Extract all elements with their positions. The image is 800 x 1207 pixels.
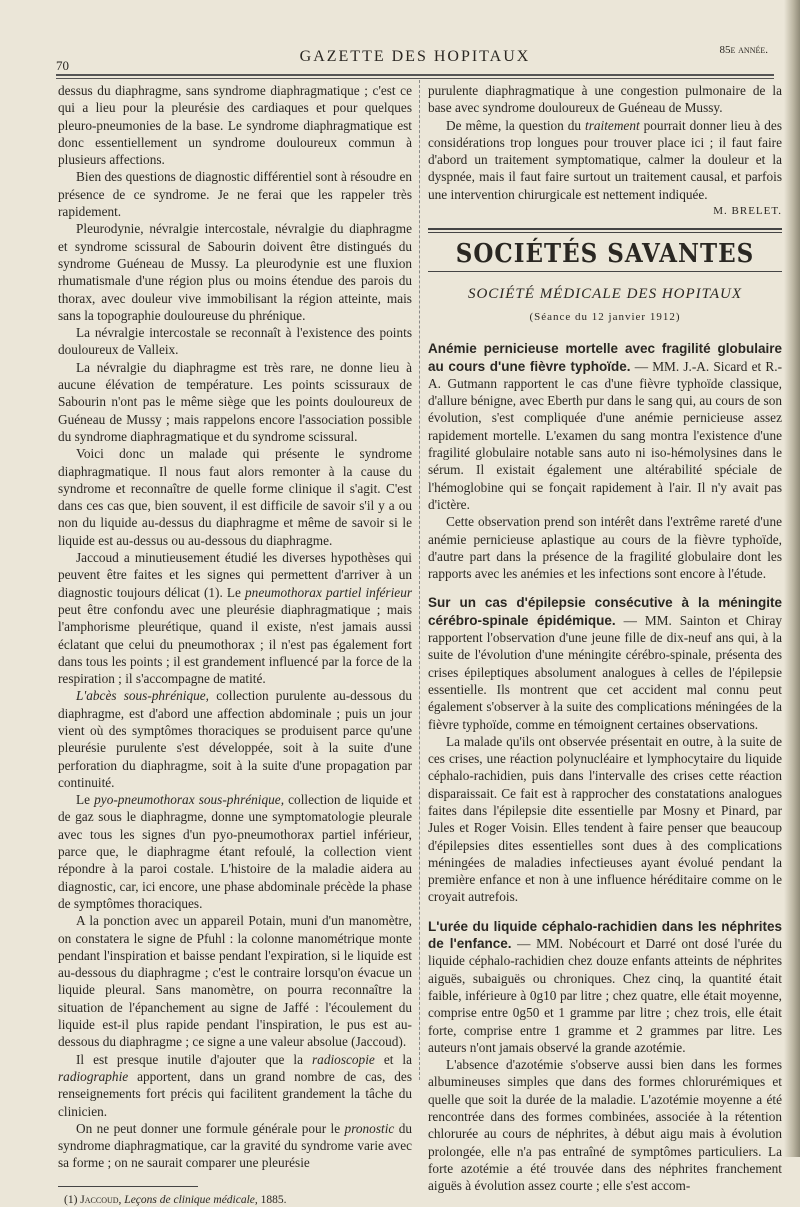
paragraph: purulente diaphragmatique à une congestion pulmonaire de la base avec syndrome douloureux de Guéneau de Mussy. [428,83,782,116]
page-header [56,40,774,80]
article-title: Sur un cas d'épilepsie consécutive à la méningite cérébro-spinale épidémique. [428,595,782,628]
left-column [58,82,412,1207]
paragraph [428,594,782,732]
section-rule-thin [428,232,782,233]
article-uree [428,918,782,1195]
footnote [64,1193,412,1207]
text-run: Il est presque inutile d'ajouter que la [76,1051,303,1067]
year-label: 85e année. [719,44,768,56]
paragraph [58,687,412,791]
paragraph [58,549,412,687]
text-run: De même, la question du [446,117,582,133]
paragraph: L'absence d'azotémie s'observe aussi bien dans les formes albumineuses simples que dans des formes chlorurémiques et quelle que soit la durée de la maladie. L'azotémie moyenne a été rencontrée dans des formes combinées, associée à la rétention chlorurée au cours de néphrites, à début aigu mais à évolution prolongée, elle n'a pas entraîné de symptômes particuliers. La forte azotémie a été trouvée dans des néphrites franchement aiguës à évolution assez courte ; elle s'est accom- [428,1057,782,1194]
paragraph: Cette observation prend son intérêt dans l'extrême rareté d'une anémie pernicieuse aplastique au cours de la fièvre typhoïde, d'autre part dans la présence de la fragilité globulaire dont les rapports avec les anémies et les infections sont encore à l'étude. [428,514,782,582]
paragraph [58,1051,412,1120]
paragraph [58,1120,412,1172]
text-run: peut être confondu avec une pleurésie diaphragmatique ; mais l'amphorisme pleurétique, quand il existe, n'est jamais aussi éclatant que celui du pneumothorax ; il n'est pas également fort dans tous les points ; il est grandement influencé par la force de la respiration ; il s'accompagne de matité. [58,601,412,687]
text-run: — MM. Sainton et Chiray rapportent l'observation d'une jeune fille de dix-neuf ans qui, à la suite de l'évolution d'une méningite cérébro-spinale, présenta des crises épileptiques absolument analogues à celles de l'épilepsie essentielle. Ils montrent que cet accident mal connu peut également s'observer à la suite des complications méningées de la fièvre typhoïde, comme en témoignent certaines observations. [428,612,783,732]
italic-term: pronostic [344,1120,395,1136]
paragraph: La névralgie du diaphragme est très rare, ne donne lieu à aucune élévation de température. Les points scissuraux de Sabourin n'ont pas le même siège que les points douloureux de Guéneau de Mussy ; mais rappelons encore l'association possible du syndrome diaphragmatique et du syndrome scissural. [58,359,412,444]
paragraph: La malade qu'ils ont observée présentait en outre, à la suite de ces crises, une réaction polynucléaire et lymphocytaire du liquide céphalo-rachidien, puis dans l'intervalle des crises cette réaction disparaissait. Ce fait est à rapprocher des constatations analogues faites dans l'épilepsie dite essentielle par Mosny et Pinard, par Jules et Roger Voisin. Elles tendent à faire penser que beaucoup d'épilepsies dites essentielles sont dues à des complications méningées de maladies infectieuses ayant évolué pendant la première enfance et non à une influence héréditaire comme on le croyait autrefois. [428,733,782,905]
footnote-year: 1885. [260,1193,287,1206]
footnote-author: (1) Jaccoud, [64,1193,122,1206]
article-anemie [428,340,782,582]
paragraph [428,918,782,1056]
text-run: — MM. J.-A. Sicard et R.-A. Gutmann rapportent le cas d'une fièvre typhoïde classique, d'allure bénigne, avec Eberth pur dans le sang qui, au cours de son évolution, s'est compliquée d'une anémie pernicieuse assez rapidement mortelle. L'examen du sang montra l'existence d'une fragilité globulaire notable sans auto ni iso-hémolysines dans le sérum. Il existait également une altérabilité spéciale de l'hémoglobine qui se fonçait rapidement à l'air. Il n'y avait pas d'ictère. [428,358,782,512]
italic-term: traitement [585,117,640,133]
italic-term: radiographie [58,1068,129,1084]
right-column [428,82,782,1195]
paragraph: Pleurodynie, névralgie intercostale, névralgie du diaphragme et syndrome scissural de Sabourin doivent être distingués du syndrome Guéneau de Mussy. La pleurodynie est une fluxion rhumatismale d'une région plus ou moins étendue des parois du thorax, avec douleur vive immobilisant la région atteinte, mais sans la topographie douloureuse du phrénique. [58,221,412,323]
section-rule [428,228,782,230]
page-edge [784,0,800,1157]
paragraph: Bien des questions de diagnostic différentiel sont à résoudre en présence de ce syndrome. Je ne ferai que les rappeler très rapidement. [58,169,412,220]
paragraph [428,340,782,513]
section-title: SOCIÉTÉS SAVANTES [455,238,755,270]
footnote-title: Leçons de clinique médicale, [124,1193,258,1206]
footnote-rule [58,1186,198,1187]
text-run: — MM. Nobécourt et Darré ont dosé l'urée du liquide céphalo-rachidien chez douze enfants atteints de néphrites aiguës, subaiguës ou chroniques. Chez cinq, la quantité était faible, inférieure à 0g10 par litre ; chez quatre, elle était moyenne, comprise entre 0g50 et 1 gramme par litre ; chez trois, elle était forte, comprise entre 1 gramme et 2 grammes par litre. Les auteurs n'ont jamais observé la grande azotémie. [428,936,782,1055]
italic-term: pneumothorax partiel inférieur [245,584,413,600]
text-run: collection purulente au-dessous du diaphragme, est d'abord une affection abdominale ; puis un jour vient où des symptômes thoraciques se produisent parce qu'une pleurésie purulente s'est développée, soit à la suite d'une perforation du diaphragme, soit à la suite d'une propagation par continuité. [58,688,413,790]
article-epilepsie [428,594,782,905]
text-run: du syndrome diaphragmatique, car la gravité du syndrome varie avec sa forme ; on ne saurait comparer une pleurésie [58,1120,412,1171]
article-title: Anémie pernicieuse mortelle avec fragilité globulaire au cours d'une fièvre typhoïde. [428,341,782,374]
text-run: Le [76,792,91,808]
header-rule-thin [56,78,774,79]
paragraph: Voici donc un malade qui présente le syndrome diaphragmatique. Il nous faut alors remonter à la cause du syndrome et reconnaître de quelle forme clinique il s'agit. C'est dans ces cas que, bien souvent, il est difficile de savoir s'il y a ou non du liquide au-dessus du diaphragme et même de savoir si le liquide est au-dessus ou au-dessous du diaphragme. [58,446,412,548]
text-run: apportent, dans un grand nombre de cas, des renseignements fort précis qui facilitent grandement la tâche du clinicien. [58,1068,412,1119]
section-title-rule [428,271,782,272]
column-divider [419,80,420,1080]
italic-term: L'abcès sous-phrénique, [76,688,210,704]
italic-term: radioscopie [312,1051,375,1067]
text-run: pourrait donner lieu à des considérations trop longues pour trouver place ici ; il faut faire d'abord un traitement symptomatique, calmer la douleur et la dyspnée, mais il faut faire surtout un traitement causal, et parfois une intervention chirurgicale est nettement indiquée. [428,117,782,202]
session-date: (Séance du 12 janvier 1912) [529,310,681,323]
text-run: Jaccoud a minutieusement étudié les diverses hypothèses qui peuvent être faites et les signes qui permettent d'arriver à un diagnostic toujours délicat (1). Le [58,550,412,600]
paragraph [58,791,412,912]
page-number: 70 [56,58,69,73]
author-signature: M. BRELET. [713,205,782,218]
society-name: SOCIÉTÉ MÉDICALE DES HOPITAUX [467,285,743,302]
paragraph [428,117,782,203]
text-run: et la [383,1051,413,1067]
paragraph: La névralgie intercostale se reconnaît à l'existence des points douloureux de Valleix. [58,325,412,358]
text-run: On ne peut donner une formule générale pour le [76,1120,341,1136]
paragraph: dessus du diaphragme, sans syndrome diaphragmatique ; c'est ce qui a lieu pour la pleurésie des cardiaques et pour quelques pleuro-pneumonies de la base. Le syndrome diaphragmatique est donc essentiellement un syndrome douloureux commun à plusieurs affections. [58,83,412,168]
paragraph: A la ponction avec un appareil Potain, muni d'un manomètre, on constatera le signe de Pfuhl : la colonne manométrique monte pendant l'inspiration et baisse pendant l'expiration, si le liquide est au-dessous du diaphragme ; c'est le contraire lorsqu'on évacue un liquide pleural. Sans manomètre, on pourra reconnaître la situation de l'épanchement au signe de Jaffé : l'écoulement du liquide est-il plus rapide pendant l'inspiration, le pus est au-dessous du diaphragme ; ce signe a une valeur absolue (Jaccoud). [58,913,412,1050]
header-rule [56,74,774,76]
italic-term: pyo-pneumothorax sous-phrénique, [94,792,285,808]
journal-title: GAZETTE DES HOPITAUX [299,48,531,65]
article-title: L'urée du liquide céphalo-rachidien dans les néphrites de l'enfance. [428,918,782,952]
text-run: collection de liquide et de gaz sous le diaphragme, donne une symptomatologie pleurale avec tous les signes d'un pyo-pneumothorax partiel inférieur, parce que, le diaphragme étant refoulé, la collection vient répondre à la paroi costale. L'histoire de la maladie aidera au diagnostic, car, ici encore, une phase abdominale précède la phase de symptômes thoraciques. [58,792,413,911]
